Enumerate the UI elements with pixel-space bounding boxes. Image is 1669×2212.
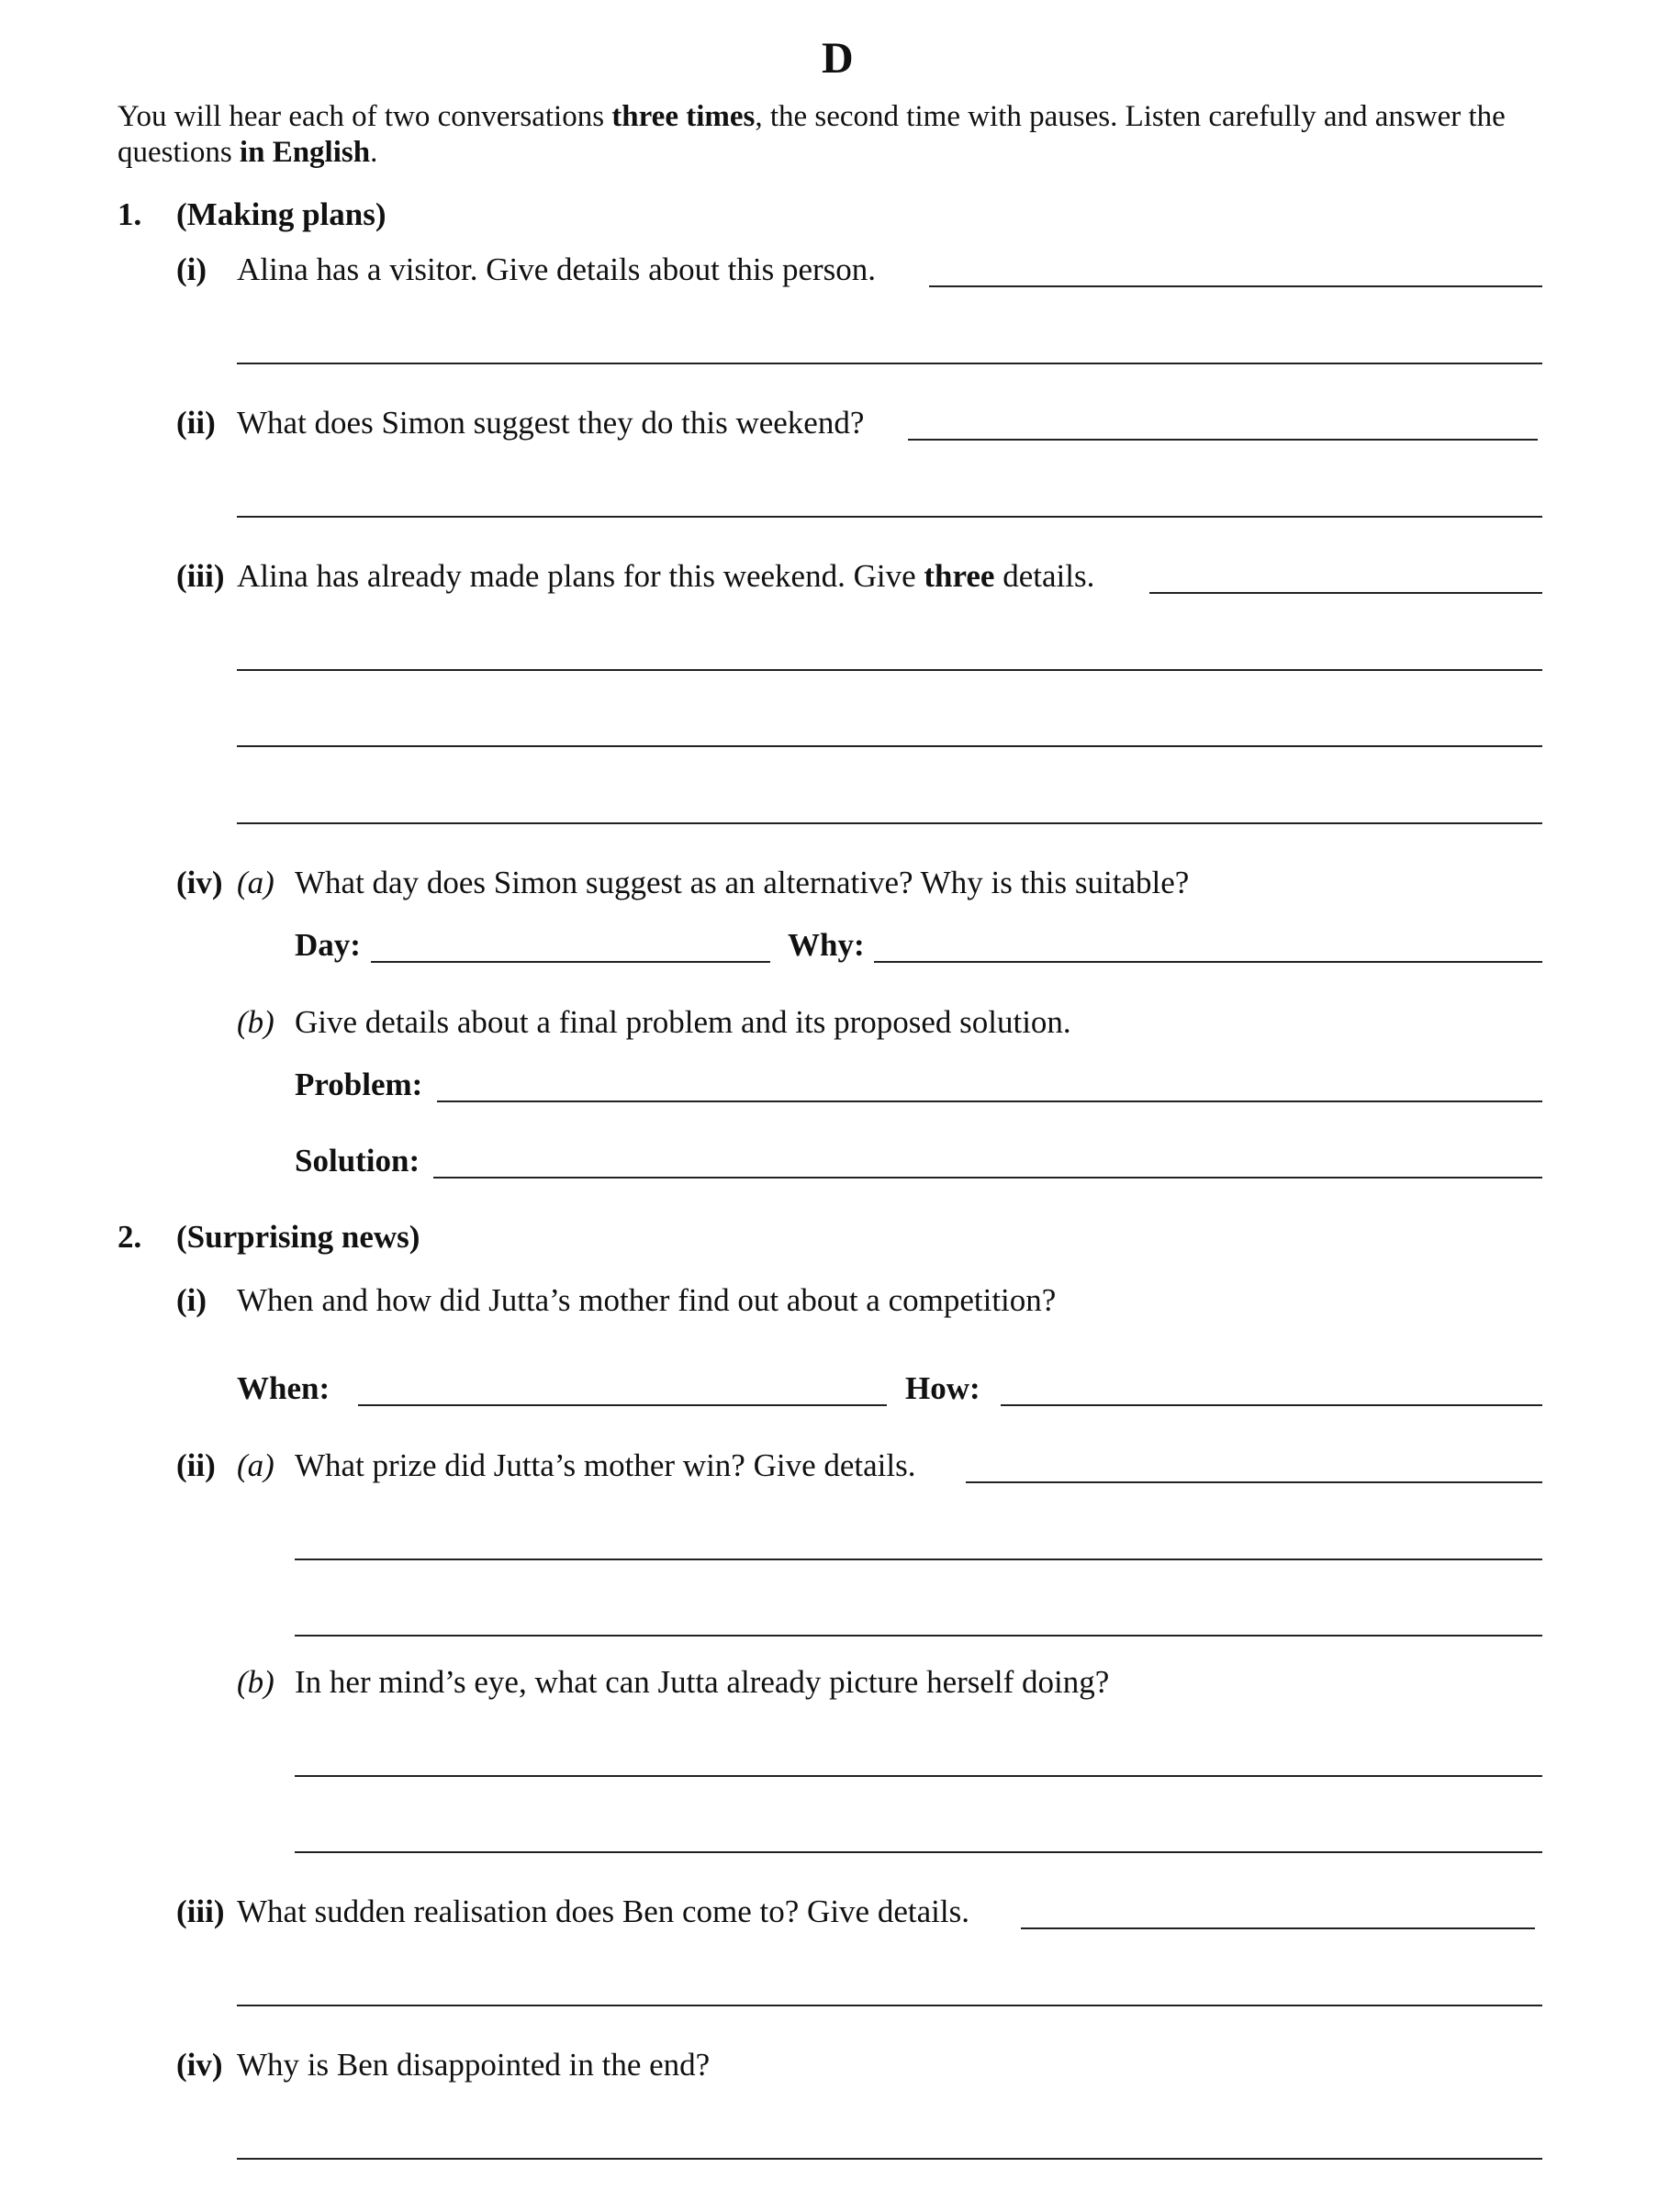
q1-iii-text-part: Alina has already made plans for this weekend. Give — [237, 558, 924, 594]
answer-line[interactable] — [237, 822, 1542, 824]
answer-line[interactable] — [295, 1558, 1542, 1560]
q1-iii-text — [237, 558, 1094, 595]
answer-line[interactable] — [1149, 592, 1542, 594]
instructions-text: questions — [118, 136, 240, 169]
q2-iv-text: Why is Ben disappointed in the end? — [237, 2047, 711, 2083]
q1-iv-number: (iv) — [176, 865, 223, 900]
question-2-number: 2. — [118, 1219, 142, 1255]
q2-ii-b-letter: (b) — [237, 1664, 274, 1700]
q2-ii-a-text: What prize did Jutta’s mother win? Give details. — [295, 1447, 916, 1483]
instructions-emphasis: in English — [239, 136, 371, 169]
q1-iv-b-text: Give details about a final problem and its proposed solution. — [295, 1004, 1071, 1040]
why-label: Why: — [788, 927, 865, 963]
section-heading: D — [822, 34, 854, 83]
q1-iii-number: (iii) — [176, 558, 225, 594]
instructions-line-1 — [118, 99, 1506, 135]
question-1-number: 1. — [118, 196, 142, 232]
q2-iv-number: (iv) — [176, 2047, 223, 2083]
problem-answer-line[interactable] — [437, 1100, 1542, 1102]
answer-line[interactable] — [237, 669, 1542, 671]
q1-i-number: (i) — [176, 251, 207, 287]
day-answer-line[interactable] — [371, 961, 770, 963]
q1-iv-a-letter: (a) — [237, 865, 274, 900]
solution-label: Solution: — [295, 1143, 420, 1179]
answer-line[interactable] — [295, 1851, 1542, 1853]
when-label: When: — [237, 1370, 330, 1406]
question-1-title: (Making plans) — [176, 196, 386, 232]
q2-ii-a-letter: (a) — [237, 1447, 274, 1483]
q2-i-text: When and how did Jutta’s mother find out about a competition? — [237, 1282, 1057, 1318]
q1-ii-text: What does Simon suggest they do this weekend? — [237, 405, 865, 441]
answer-line[interactable] — [237, 363, 1542, 364]
answer-line[interactable] — [237, 745, 1542, 747]
q1-i-text: Alina has a visitor. Give details about this person. — [237, 251, 877, 287]
when-answer-line[interactable] — [358, 1404, 887, 1406]
instructions-text: , the second time with pauses. Listen carefully and answer the — [755, 100, 1506, 133]
problem-label: Problem: — [295, 1067, 423, 1102]
q2-iii-text: What sudden realisation does Ben come to? Give details. — [237, 1894, 969, 1929]
how-label: How: — [905, 1370, 980, 1406]
answer-line[interactable] — [237, 2158, 1542, 2160]
instructions-emphasis: three times — [611, 100, 756, 133]
q1-iii-text-part: details. — [994, 558, 1095, 594]
instructions-text: . — [370, 136, 378, 169]
answer-line[interactable] — [237, 2005, 1542, 2006]
why-answer-line[interactable] — [874, 961, 1542, 963]
solution-answer-line[interactable] — [433, 1177, 1542, 1179]
instructions-text: You will hear each of two conversations — [118, 100, 612, 133]
answer-line[interactable] — [295, 1775, 1542, 1777]
q1-iii-emphasis: three — [924, 558, 995, 594]
q1-ii-number: (ii) — [176, 405, 216, 441]
answer-line[interactable] — [966, 1481, 1542, 1483]
answer-line[interactable] — [295, 1635, 1542, 1637]
answer-line[interactable] — [929, 285, 1542, 287]
answer-line[interactable] — [237, 516, 1542, 518]
instructions-line-2 — [118, 135, 377, 171]
q1-iv-a-text: What day does Simon suggest as an alternative? Why is this suitable? — [295, 865, 1190, 900]
answer-line[interactable] — [908, 439, 1538, 441]
answer-line[interactable] — [1021, 1927, 1535, 1929]
q2-ii-number: (ii) — [176, 1447, 216, 1483]
q2-ii-b-text: In her mind’s eye, what can Jutta already picture herself doing? — [295, 1664, 1110, 1700]
q1-iv-b-letter: (b) — [237, 1004, 274, 1040]
q2-iii-number: (iii) — [176, 1894, 225, 1929]
day-label: Day: — [295, 927, 361, 963]
question-2-title: (Surprising news) — [176, 1219, 420, 1255]
how-answer-line[interactable] — [1001, 1404, 1542, 1406]
q2-i-number: (i) — [176, 1282, 207, 1318]
